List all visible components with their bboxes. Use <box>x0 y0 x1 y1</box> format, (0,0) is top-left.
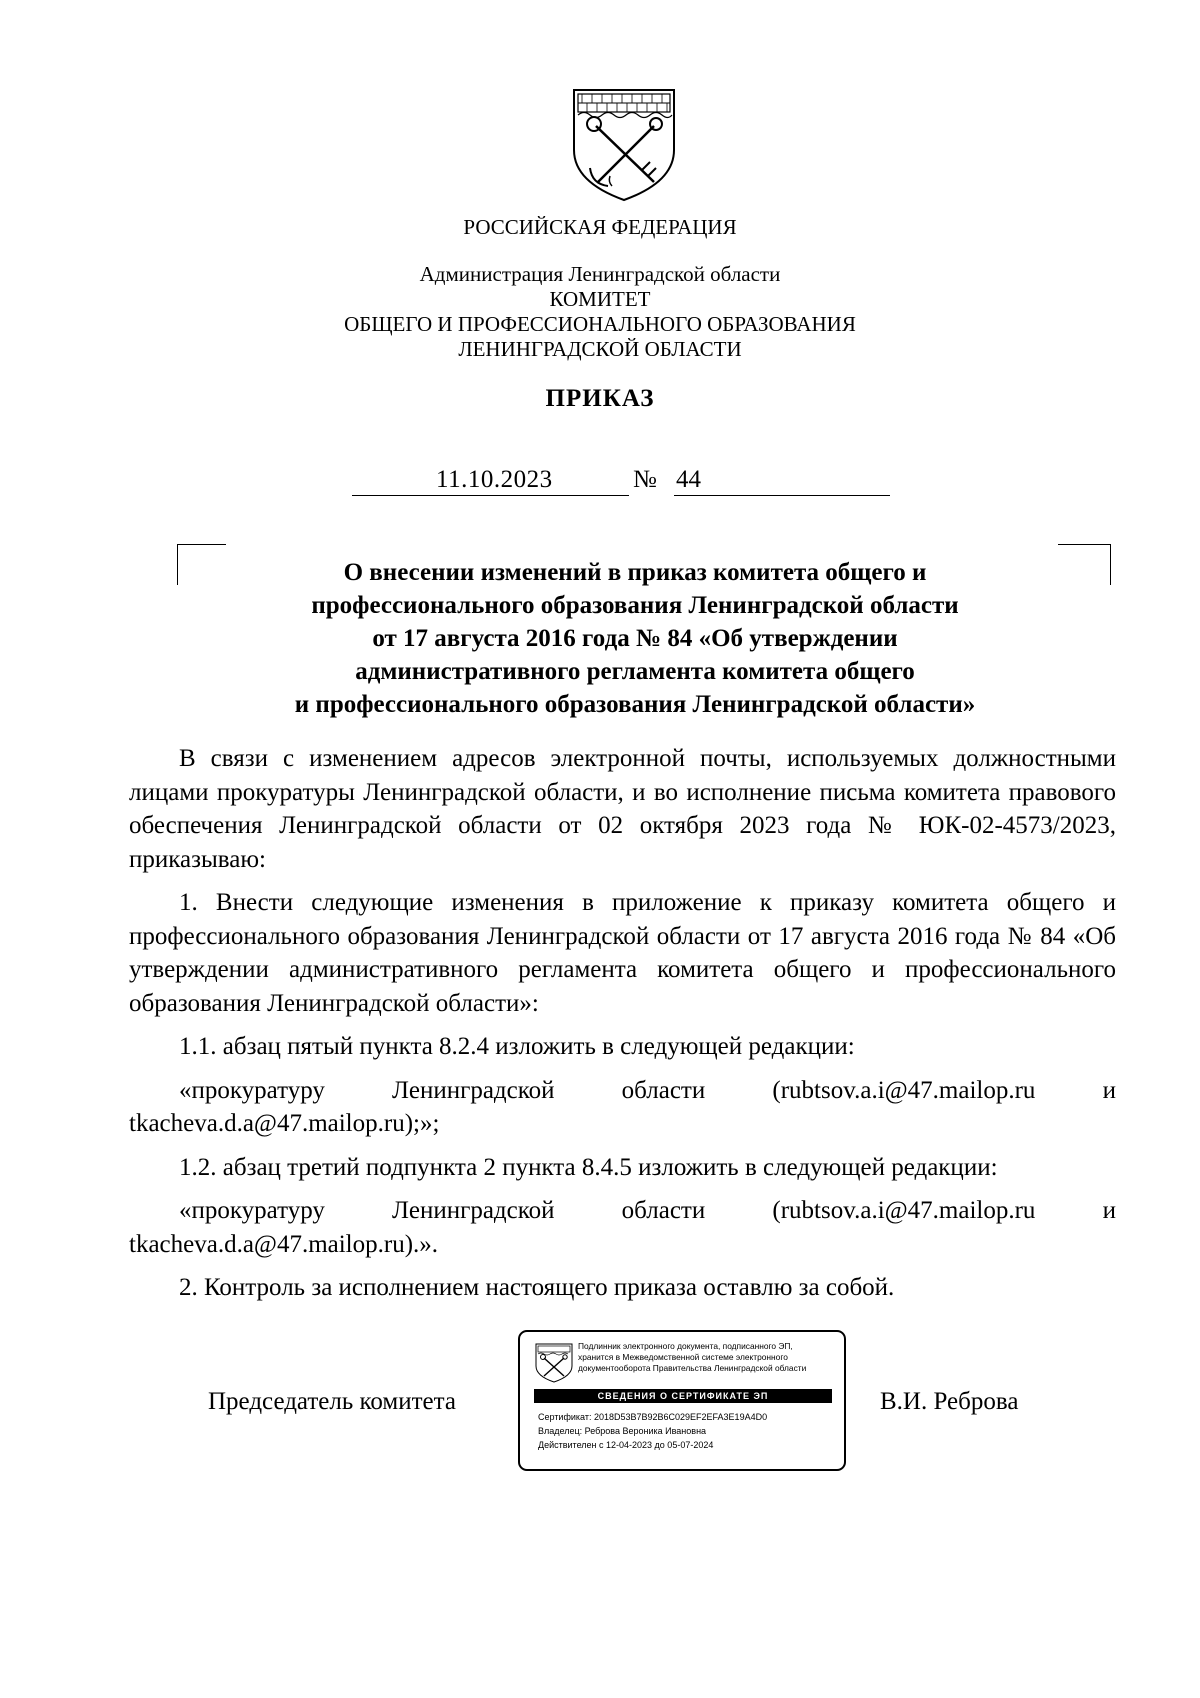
electronic-signature-stamp <box>518 1330 846 1471</box>
stamp-owner: Владелец: Реброва Вероника Ивановна <box>538 1426 707 1436</box>
coat-of-arms-icon <box>568 86 680 202</box>
body-paragraph: 2. Контроль за исполнением настоящего приказа оставлю за собой. <box>179 1274 895 1301</box>
subject-line: и профессионального образования Ленинградской области» <box>294 691 976 718</box>
committee-line-1: КОМИТЕТ <box>549 287 651 311</box>
subject-line: административного регламента комитета общего <box>355 658 915 685</box>
body-paragraph: 1.2. абзац третий подпункта 2 пункта 8.4.5 изложить в следующей редакции: <box>179 1153 998 1181</box>
stamp-info-line: хранится в Межведомственной системе электронного <box>578 1352 788 1362</box>
stamp-details <box>538 1410 838 1452</box>
stamp-validity: Действителен с 12-04-2023 до 05-07-2024 <box>538 1440 714 1450</box>
body-paragraph: 1.1. абзац пятый пункта 8.2.4 изложить в следующей редакции: <box>179 1033 855 1060</box>
body-paragraph: «прокуратуру Ленинградской области (rubtsov.a.i@47.mailop.ru и tkacheva.d.a@47.mailop.ru).». <box>129 1197 1116 1258</box>
body-paragraph: В связи с изменением адресов электронной почты, используемых должностными лицами прокуратуры Ленинградской области, и во исполнение письма комитета правового обеспечения Ленинградской области от 02 октября 2023 года № ЮК-02-4573/2023, приказываю: <box>129 745 1116 873</box>
body-paragraph: 1. Внести следующие изменения в приложение к приказу комитета общего и профессионального образования Ленинградской области от 17 августа 2016 года № 84 «Об утверждении административного регламента комитета общего и профессионального образования Ленинградской области»: <box>129 889 1116 1017</box>
committee-line-3: ЛЕНИНГРАДСКОЙ ОБЛАСТИ <box>458 337 742 361</box>
document-body <box>129 742 1116 1315</box>
subject-line: от 17 августа 2016 года № 84 «Об утверждении <box>372 625 898 652</box>
document-type: ПРИКАЗ <box>545 385 655 412</box>
document-date: 11.10.2023 <box>436 466 553 493</box>
coat-of-arms-icon <box>534 1342 574 1384</box>
administration-name: Администрация Ленинградской области <box>419 262 781 286</box>
signatory-name: В.И. Реброва <box>880 1388 1019 1415</box>
subject-line: профессионального образования Ленинградской области <box>311 592 959 619</box>
number-sign: № <box>633 466 657 493</box>
body-paragraph: «прокуратуру Ленинградской области (rubtsov.a.i@47.mailop.ru и tkacheva.d.a@47.mailop.ru);»; <box>129 1076 1116 1137</box>
subject-line: О внесении изменений в приказ комитета общего и <box>343 559 927 586</box>
date-underline <box>352 495 629 496</box>
stamp-info-line: документооборота Правительства Ленинградской области <box>578 1363 807 1373</box>
stamp-info-line: Подлинник электронного документа, подписанного ЭП, <box>578 1341 793 1351</box>
document-number: 44 <box>676 466 701 493</box>
date-number-line <box>352 466 892 496</box>
stamp-info <box>578 1341 840 1374</box>
number-underline <box>674 495 890 496</box>
committee-line-2: ОБЩЕГО И ПРОФЕССИОНАЛЬНОГО ОБРАЗОВАНИЯ <box>344 312 856 336</box>
document-subject <box>200 556 1070 721</box>
country-name: РОССИЙСКАЯ ФЕДЕРАЦИЯ <box>463 215 737 239</box>
stamp-certificate-header: СВЕДЕНИЯ О СЕРТИФИКАТЕ ЭП <box>534 1389 832 1403</box>
stamp-certificate: Сертификат: 2018D53B7B92B6C029EF2EFA3E19A4D0 <box>538 1412 768 1422</box>
signatory-position: Председатель комитета <box>208 1388 456 1415</box>
